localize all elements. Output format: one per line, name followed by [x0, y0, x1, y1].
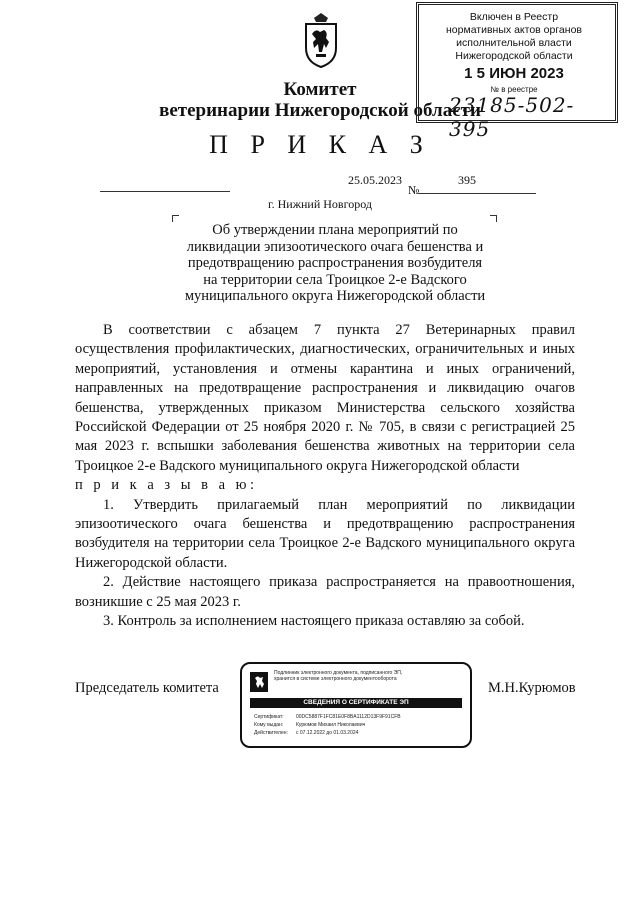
certificate-title: СВЕДЕНИЯ О СЕРТИФИКАТЕ ЭП — [250, 698, 462, 708]
number-sign: № — [408, 183, 420, 197]
stamp-date: 1 5 ИЮН 2023 — [464, 65, 564, 82]
stamp-line: Включен в Реестр — [469, 11, 559, 23]
subject-line: предотвращению распространения возбудителя — [187, 255, 483, 272]
subject-line: на территории села Троицкое 2-е Вадского — [203, 271, 467, 288]
order-item-2: 2. Действие настоящего приказа распространяется на правоотношения, возникшие с 25 мая 2023 г. — [75, 574, 575, 610]
certificate-owner-row — [254, 722, 365, 728]
document-number: 395 — [458, 173, 476, 187]
certificate-validity-value: с 07.12.2022 до 01.03.2024 — [296, 730, 359, 736]
coat-of-arms-emblem — [300, 12, 342, 68]
certificate-header-line: Подлинник электронного документа, подписанного ЭП, — [274, 670, 403, 676]
subject-line: муниципального округа Нижегородской области — [184, 288, 486, 305]
organization-name-line1: Комитет — [283, 79, 357, 100]
certificate-serial-value: 00DC5887F1FC81E0F8BA1112D13F9F91CFB — [296, 714, 401, 720]
date-underline — [100, 191, 230, 192]
stamp-reg-label: № в реестре — [490, 85, 538, 94]
certificate-validity-label: Действителен: — [254, 730, 288, 736]
subject-corner-left — [172, 215, 179, 222]
document-body — [75, 321, 575, 632]
electronic-signature-stamp — [240, 662, 472, 748]
document-title: П Р И К А З — [209, 130, 431, 159]
certificate-header — [274, 670, 464, 682]
document-date: 25.05.2023 — [348, 173, 402, 187]
certificate-validity-row — [254, 730, 358, 736]
signer-position: Председатель комитета — [75, 680, 219, 696]
subject-line: Об утверждении плана мероприятий по — [212, 222, 458, 238]
document-city: г. Нижний Новгород — [268, 197, 372, 211]
orders-word: п р и к а з ы в а ю: — [75, 477, 258, 494]
order-item-3: 3. Контроль за исполнением настоящего приказа оставляю за собой. — [103, 613, 525, 630]
signer-name: М.Н.Курюмов — [488, 680, 576, 696]
order-item-1: 1. Утвердить прилагаемый план мероприятий по ликвидации эпизоотического очага бешенства и предотвращению распространения возбудителя на территории села Троицкое 2-е Вадского муниципального округа Нижегородской области. — [75, 496, 575, 571]
certificate-serial-label: Сертификат: — [254, 714, 284, 720]
stamp-line: Нижегородской области — [455, 50, 573, 62]
certificate-serial-row — [254, 714, 401, 720]
certificate-owner-value: Курюмов Михаил Николаевич — [296, 722, 366, 728]
subject-corner-right — [490, 215, 497, 222]
deer-emblem-icon — [250, 672, 268, 692]
preamble-paragraph: В соответствии с абзацем 7 пункта 27 Ветеринарных правил осуществления профилактических, диагностических, ограничительных и иных мероприятий, установления и отмены карантина и иных ограничений, направленных на предотвращение распространения и ликвидацию очагов бешенства, утвержденных приказом Министерства сельского хозяйства Российской Федерации от 25 ноября 2020 г. № 705, в связи с регистрацией 25 мая 2023 г. вспышки заболевания бешенства животных на территории села Троицкое 2-е Вадского муниципального округа Нижегородской области — [75, 322, 575, 474]
organization-name-line2: ветеринарии Нижегородской области — [159, 100, 481, 121]
stamp-reg-number: 23185-502-395 — [449, 93, 575, 141]
stamp-line: нормативных актов органов — [446, 24, 582, 36]
registry-stamp — [416, 2, 618, 141]
subject-line: ликвидации эпизоотического очага бешенства и — [186, 238, 484, 255]
stamp-line: исполнительной власти — [456, 37, 572, 49]
document-subject — [150, 222, 520, 305]
certificate-header-line: хранится в системе электронного документооборота — [274, 676, 397, 682]
certificate-owner-label: Кому выдан: — [254, 722, 284, 728]
number-underline — [418, 193, 536, 194]
